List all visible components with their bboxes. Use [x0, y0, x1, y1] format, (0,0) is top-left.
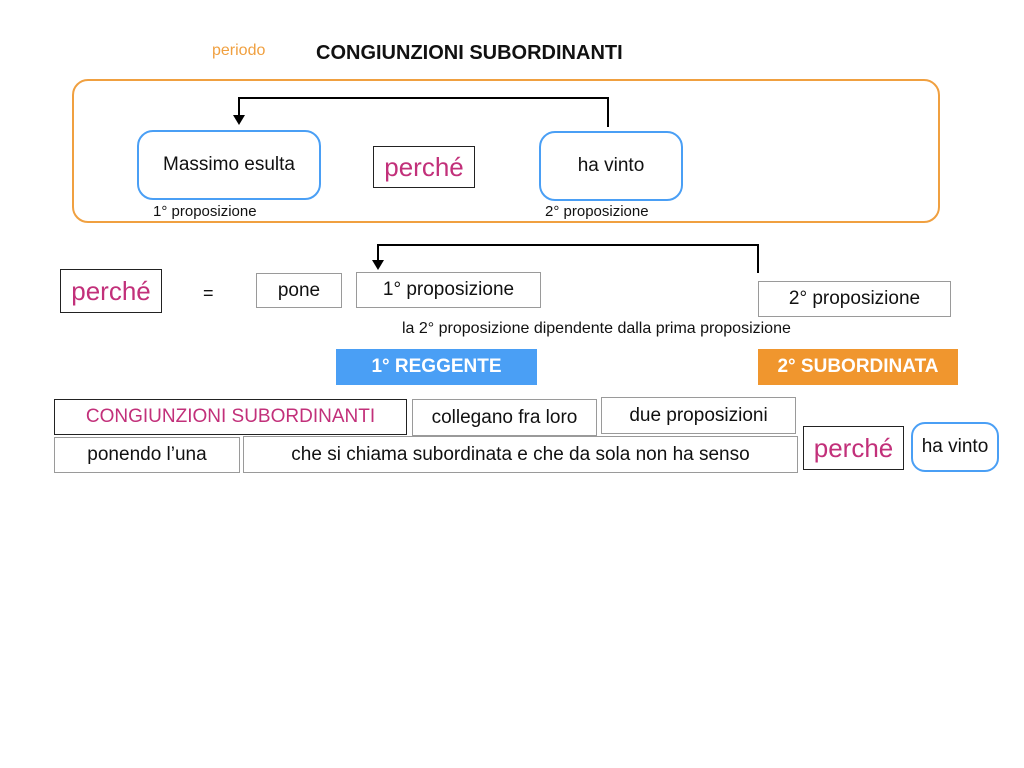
definition-arrow-head: [372, 260, 384, 270]
sentence-collegano-fra-loro[interactable]: collegano fra loro: [412, 399, 597, 436]
clause-massimo-esulta[interactable]: Massimo esulta: [137, 130, 321, 200]
prop2-box[interactable]: 2° proposizione: [758, 281, 951, 317]
sentence-conjunction-perche[interactable]: perché: [803, 426, 904, 470]
example-conjunction-perche[interactable]: perché: [373, 146, 475, 188]
example-label-prop2: 2° proposizione: [545, 203, 649, 220]
sentence-subordinata-explanation[interactable]: che si chiama subordinata e che da sola non ha senso: [243, 436, 798, 473]
example-arrow-right-stem: [607, 97, 609, 127]
definition-arrow-horizontal: [377, 244, 759, 246]
periodo-label: periodo: [212, 42, 266, 59]
example-arrow-horizontal: [238, 97, 609, 99]
example-arrow-head: [233, 115, 245, 125]
sentence-ponendo-luna[interactable]: ponendo l’una: [54, 437, 240, 473]
definition-arrow-right-stem: [757, 244, 759, 273]
example-arrow-left-stem: [238, 97, 240, 115]
definition-conjunction-perche[interactable]: perché: [60, 269, 162, 313]
example-label-prop1: 1° proposizione: [153, 203, 257, 220]
equals-sign: =: [203, 283, 214, 303]
sentence-clause-ha-vinto[interactable]: ha vinto: [911, 422, 999, 472]
clause-ha-vinto[interactable]: ha vinto: [539, 131, 683, 201]
definition-arrow-left-stem: [377, 244, 379, 260]
sentence-due-proposizioni[interactable]: due proposizioni: [601, 397, 796, 434]
subordinata-badge: 2° SUBORDINATA: [758, 349, 958, 385]
pone-box[interactable]: pone: [256, 273, 342, 308]
sentence-congiunzioni-subordinanti[interactable]: CONGIUNZIONI SUBORDINANTI: [54, 399, 407, 435]
explanation-text: la 2° proposizione dipendente dalla prima proposizione: [402, 320, 791, 337]
page-title: CONGIUNZIONI SUBORDINANTI: [316, 42, 623, 64]
reggente-badge: 1° REGGENTE: [336, 349, 537, 385]
prop1-box[interactable]: 1° proposizione: [356, 272, 541, 308]
